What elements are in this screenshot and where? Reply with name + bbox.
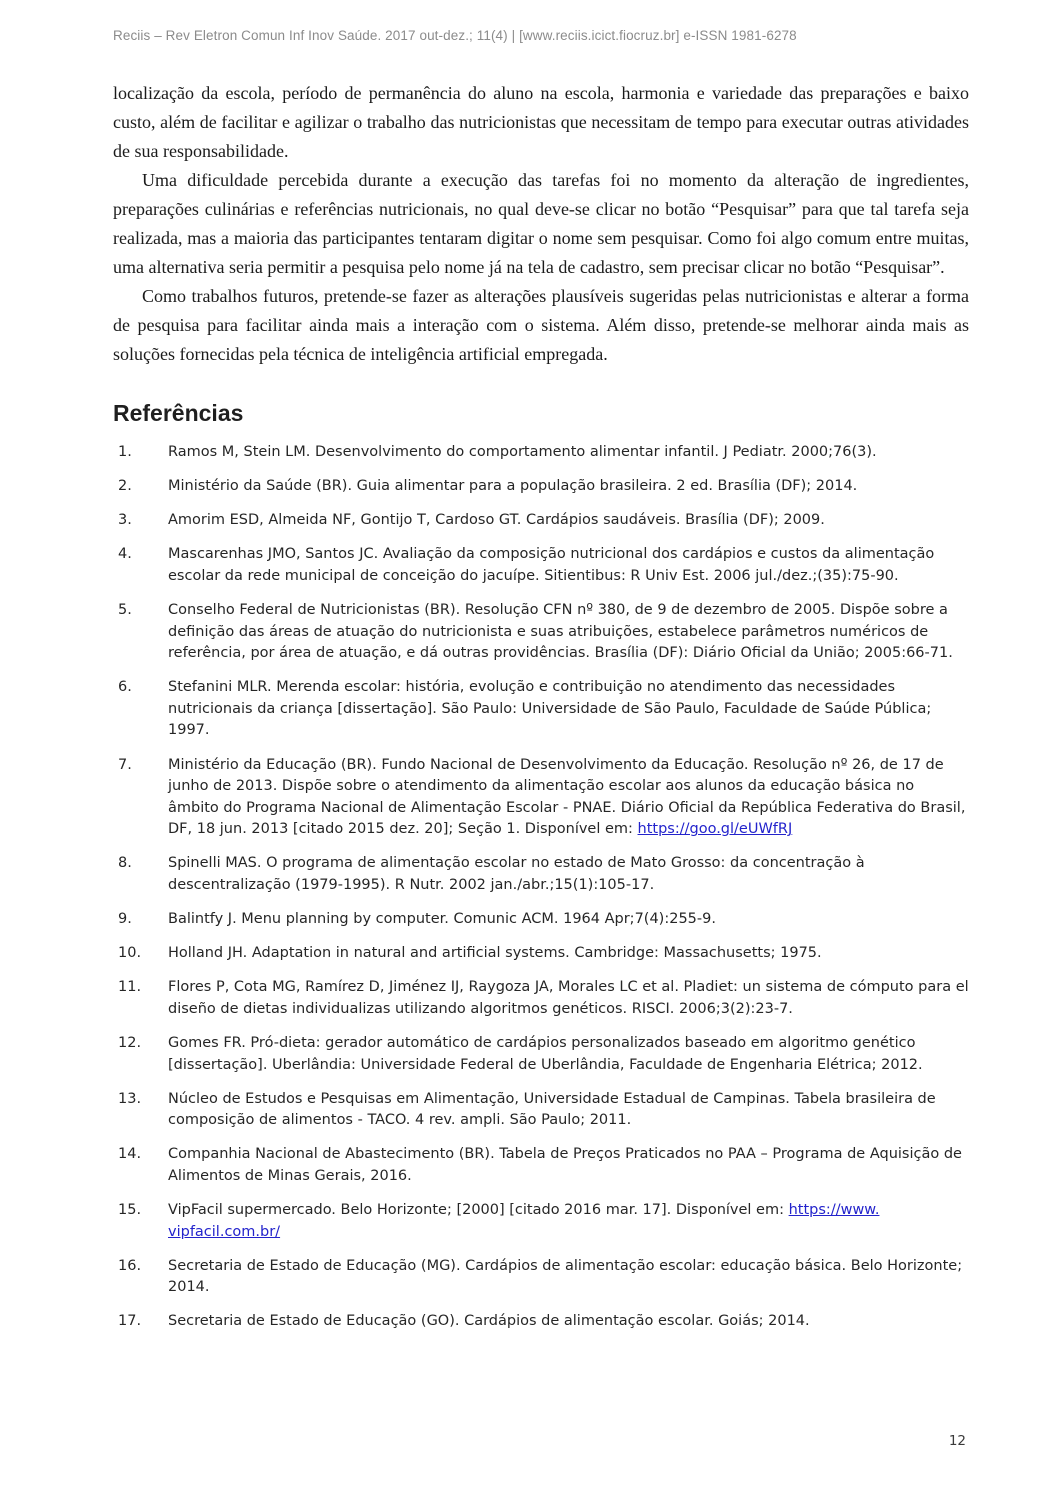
reference-text: Holland JH. Adaptation in natural and artificial systems. Cambridge: Massachusetts; 1975. [168,945,822,962]
reference-item [113,544,969,587]
reference-number: 2. [118,478,132,495]
page-number: 12 [948,1433,966,1449]
reference-item [113,1144,969,1187]
reference-text: Amorim ESD, Almeida NF, Gontijo T, Cardoso GT. Cardápios saudáveis. Brasília (DF); 2009. [168,512,825,529]
reference-item [113,476,969,498]
reference-text-fragment: Ministério da Educação (BR). Fundo Nacional de Desenvolvimento da Educação. Resolução nº 26, de 17 de junho de 2013. Dispõe sobre o atendimento da alimentação escolar aos alunos da educação básica no âmbito do Programa Nacional de Alimentação Escolar - PNAE. Diário Oficial da República Federativa do Brasil, DF, 18 jun. 2013 [citado 2015 dez. 20]; Seção 1. Disponível em: [168,756,966,838]
reference-item [113,1089,969,1132]
reference-item [113,943,969,965]
reference-item [113,977,969,1020]
reference-number: 5. [118,601,132,618]
reference-text [168,755,969,841]
reference-text: Secretaria de Estado de Educação (MG). Cardápios de alimentação escolar: educação básica. Belo Horizonte; 2014. [168,1257,963,1296]
reference-item [113,1256,969,1299]
reference-item [113,755,969,841]
reference-text-fragment: VipFacil supermercado. Belo Horizonte; [2000] [citado 2016 mar. 17]. Disponível em: [168,1202,789,1219]
reference-text: Spinelli MAS. O programa de alimentação escolar no estado de Mato Grosso: da concentração à descentralização (1979-1995). R Nutr. 2002 jan./abr.;15(1):105-17. [168,855,865,893]
reference-text: Stefanini MLR. Merenda escolar: história, evolução e contribuição no atendimento das necessidades nutricionais da criança [dissertação]. São Paulo: Universidade de São Paulo, Faculdade de Saúde Pública; 1997. [168,679,932,739]
reference-number: 16. [118,1257,142,1274]
reference-text: Ministério da Saúde (BR). Guia alimentar para a população brasileira. 2 ed. Brasília (DF); 2014. [168,478,858,495]
reference-number: 6. [118,679,132,696]
reference-text [168,1200,969,1243]
reference-number: 4. [118,546,132,563]
references-heading: Referências [113,400,244,426]
journal-header-line: Reciis – Rev Eletron Comun Inf Inov Saúde. 2017 out-dez.; 11(4) | [www.reciis.icict.fiocruz.br] e-ISSN 1981-6278 [113,28,797,43]
reference-text: Ramos M, Stein LM. Desenvolvimento do comportamento alimentar infantil. J Pediatr. 2000;76(3). [168,444,877,460]
reference-text: Gomes FR. Pró-dieta: gerador automático de cardápios personalizados baseado em algoritmo genético [dissertação]. Uberlândia: Universidade Federal de Uberlândia, Faculdade de Engenharia Elétrica; 2012. [168,1034,923,1073]
reference-item [113,600,969,665]
reference-number: 17. [118,1313,142,1330]
reference-text: Companhia Nacional de Abastecimento (BR). Tabela de Preços Praticados no PAA – Programa de Aquisição de Alimentos de Minas Gerais, 2016. [168,1146,962,1184]
reference-number: 8. [118,855,132,872]
reference-text: Flores P, Cota MG, Ramírez D, Jiménez IJ, Raygoza JA, Morales LC et al. Pladiet: un sistema de cómputo para el diseño de dietas individualizas utilizando algoritmos genéticos. RISCI. 2006;3(2):23-7. [168,979,969,1017]
reference-number: 14. [118,1146,142,1163]
reference-item [113,677,969,742]
references-list [113,442,969,1333]
vipfacil-link-line1: https://www. [788,1202,880,1219]
reference-item [113,510,969,532]
reference-number: 10. [118,945,142,962]
reference-number: 11. [118,979,142,996]
reference-item [113,1200,969,1243]
reference-item [113,1033,969,1076]
body-paragraph: localização da escola, período de permanência do aluno na escola, harmonia e variedade das preparações e baixo custo, além de facilitar e agilizar o trabalho das nutricionistas que necessitam de tempo para executar outras atividades de sua responsabilidade. [113,83,969,161]
reference-text: Núcleo de Estudos e Pesquisas em Alimentação, Universidade Estadual de Campinas. Tabela brasileira de composição de alimentos - TACO. 4 rev. ampli. São Paulo; 2011. [168,1090,936,1129]
reference-number: 7. [118,756,132,773]
reference-number: 9. [118,911,132,928]
reference-item [113,1311,969,1333]
reference-number: 12. [118,1034,142,1051]
body-paragraph: Uma dificuldade percebida durante a execução das tarefas foi no momento da alteração de ingredientes, preparações culinárias e referências nutricionais, no qual deve-se clicar no botão “Pesquisar” para que tal tarefa seja realizada, mas a maioria das participantes tentaram digitar o nome sem pesquisar. Como foi algo comum entre muitas, uma alternativa seria permitir a pesquisa pelo nome já na tela de cadastro, sem precisar clicar no botão “Pesquisar”. [113,170,969,277]
reference-item [113,909,969,931]
reference-text: Balintfy J. Menu planning by computer. Comunic ACM. 1964 Apr;7(4):255-9. [168,911,716,928]
body-paragraph: Como trabalhos futuros, pretende-se fazer as alterações plausíveis sugeridas pelas nutricionistas e alterar a forma de pesquisa para facilitar ainda mais a interação com o sistema. Além disso, pretende-se melhorar ainda mais as soluções fornecidas pela técnica de inteligência artificial empregada. [113,286,969,364]
vipfacil-link-line2: vipfacil.com.br/ [168,1223,281,1240]
reference-number: 3. [118,512,132,529]
reference-number: 15. [118,1202,142,1219]
reference-item [113,442,969,464]
document-content [113,79,969,1346]
reference-text: Secretaria de Estado de Educação (GO). Cardápios de alimentação escolar. Goiás; 2014. [168,1313,810,1330]
reference-number: 1. [118,444,132,460]
reference-item [113,853,969,896]
goo-gl-link[interactable]: https://goo.gl/eUWfRJ [637,821,793,838]
reference-number: 13. [118,1090,142,1107]
reference-text: Mascarenhas JMO, Santos JC. Avaliação da composição nutricional dos cardápios e custos da alimentação escolar da rede municipal de conceição do jacuípe. Sitientibus: R Univ Est. 2006 jul./dez.;(35):75-90. [168,546,935,584]
reference-text: Conselho Federal de Nutricionistas (BR). Resolução CFN nº 380, de 9 de dezembro de 2005. Dispõe sobre a definição das áreas de atuação do nutricionista e suas atribuições, estabelece parâmetros numéricos de referência, por área de atuação, e dá outras providências. Brasília (DF): Diário Oficial da União; 2005:66-71. [168,601,953,662]
